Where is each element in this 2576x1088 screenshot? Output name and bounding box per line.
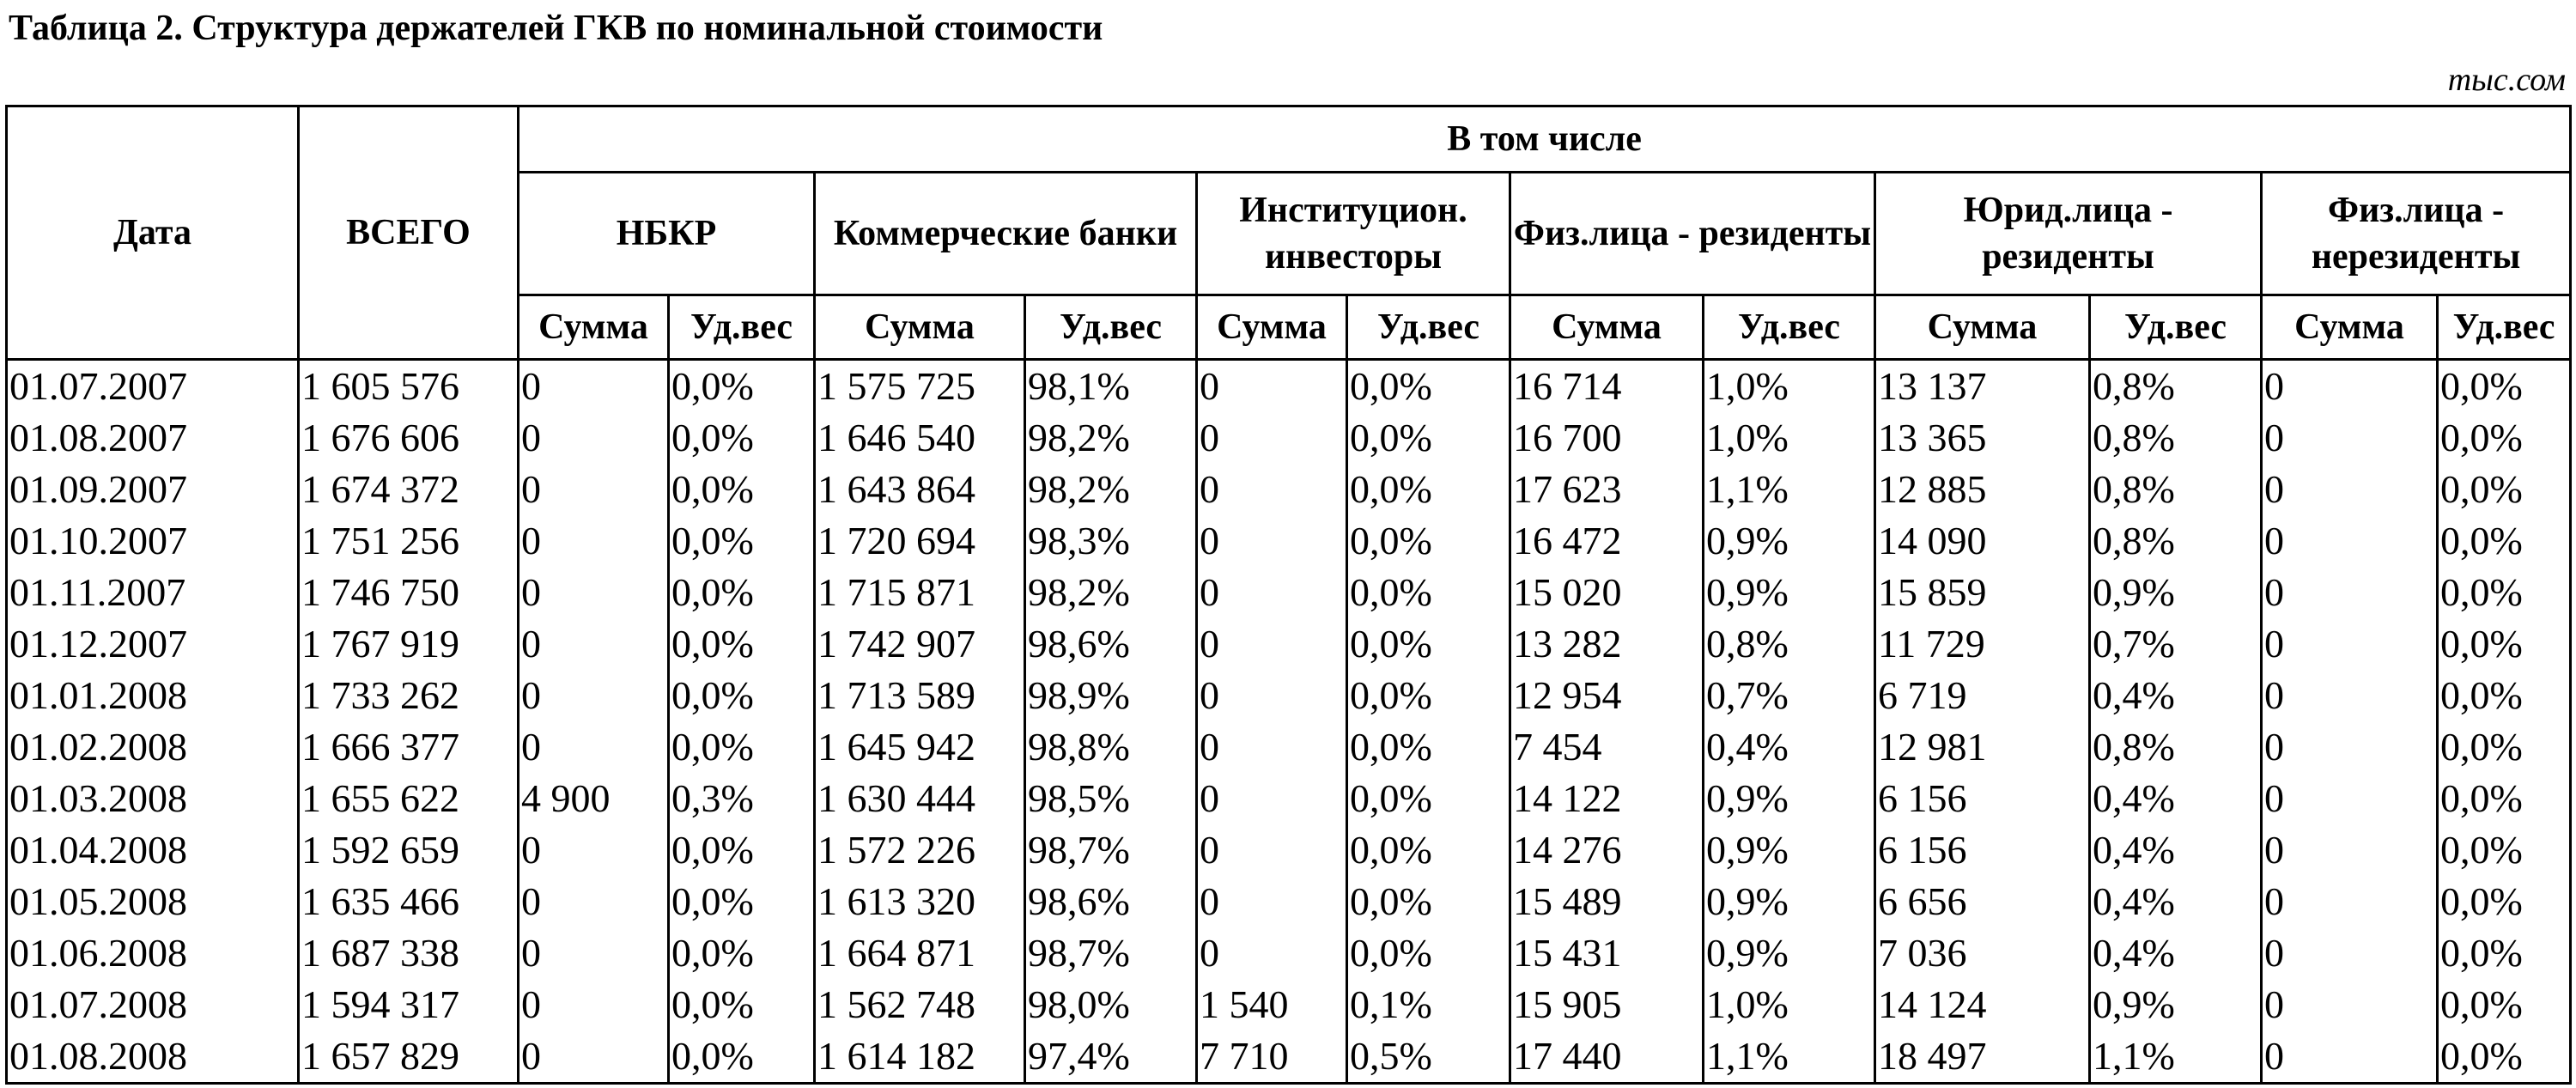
cell-commercial-banks-sum: 1 643 864	[815, 464, 1025, 515]
cell-legal-residents-sum: 6 656	[1875, 876, 2090, 927]
cell-total: 1 751 256	[299, 515, 519, 567]
cell-total: 1 655 622	[299, 773, 519, 824]
cell-individual-residents-sum: 7 454	[1510, 721, 1704, 773]
cell-institutional-investors-sum: 0	[1197, 927, 1347, 979]
header-group-legal-residents: Юрид.лица - резиденты	[1875, 173, 2262, 295]
cell-nbkr-share: 0,0%	[669, 360, 815, 413]
cell-legal-residents-share: 0,8%	[2090, 412, 2262, 464]
cell-individual-nonresidents-share: 0,0%	[2438, 360, 2571, 413]
cell-nbkr-share: 0,0%	[669, 876, 815, 927]
cell-nbkr-sum: 0	[519, 670, 669, 721]
cell-individual-nonresidents-share: 0,0%	[2438, 773, 2571, 824]
cell-individual-nonresidents-sum: 0	[2262, 567, 2438, 618]
cell-institutional-investors-share: 0,0%	[1347, 567, 1510, 618]
units-label: тыс.сом	[2447, 62, 2566, 98]
cell-institutional-investors-sum: 1 540	[1197, 979, 1347, 1030]
cell-commercial-banks-share: 98,2%	[1025, 567, 1197, 618]
cell-commercial-banks-share: 98,1%	[1025, 360, 1197, 413]
cell-individual-nonresidents-share: 0,0%	[2438, 979, 2571, 1030]
table-row	[7, 515, 2571, 567]
cell-institutional-investors-share: 0,0%	[1347, 670, 1510, 721]
cell-individual-residents-sum: 12 954	[1510, 670, 1704, 721]
cell-individual-residents-sum: 17 440	[1510, 1030, 1704, 1084]
table-title: Таблица 2. Структура держателей ГКВ по номинальной стоимости	[9, 9, 1103, 48]
cell-legal-residents-sum: 11 729	[1875, 618, 2090, 670]
cell-institutional-investors-share: 0,0%	[1347, 824, 1510, 876]
cell-total: 1 733 262	[299, 670, 519, 721]
cell-nbkr-share: 0,0%	[669, 412, 815, 464]
cell-nbkr-share: 0,0%	[669, 824, 815, 876]
table-row	[7, 567, 2571, 618]
cell-institutional-investors-share: 0,1%	[1347, 979, 1510, 1030]
cell-nbkr-share: 0,0%	[669, 515, 815, 567]
cell-commercial-banks-share: 98,0%	[1025, 979, 1197, 1030]
table-body	[7, 360, 2571, 1084]
cell-commercial-banks-sum: 1 613 320	[815, 876, 1025, 927]
cell-individual-residents-sum: 15 489	[1510, 876, 1704, 927]
cell-individual-residents-share: 0,4%	[1704, 721, 1875, 773]
cell-commercial-banks-sum: 1 646 540	[815, 412, 1025, 464]
cell-commercial-banks-share: 98,2%	[1025, 412, 1197, 464]
cell-legal-residents-share: 0,4%	[2090, 670, 2262, 721]
cell-individual-nonresidents-sum: 0	[2262, 515, 2438, 567]
table-row	[7, 360, 2571, 413]
cell-individual-residents-share: 0,9%	[1704, 515, 1875, 567]
cell-individual-nonresidents-share: 0,0%	[2438, 567, 2571, 618]
table-row	[7, 824, 2571, 876]
cell-individual-nonresidents-sum: 0	[2262, 412, 2438, 464]
cell-commercial-banks-share: 98,7%	[1025, 824, 1197, 876]
cell-total: 1 687 338	[299, 927, 519, 979]
cell-commercial-banks-share: 98,6%	[1025, 618, 1197, 670]
cell-nbkr-sum: 0	[519, 618, 669, 670]
cell-date: 01.10.2007	[7, 515, 299, 567]
cell-nbkr-sum: 0	[519, 927, 669, 979]
cell-individual-nonresidents-sum: 0	[2262, 773, 2438, 824]
cell-total: 1 666 377	[299, 721, 519, 773]
cell-total: 1 635 466	[299, 876, 519, 927]
cell-institutional-investors-sum: 0	[1197, 412, 1347, 464]
cell-individual-residents-share: 0,9%	[1704, 927, 1875, 979]
cell-legal-residents-sum: 12 981	[1875, 721, 2090, 773]
cell-legal-residents-share: 0,4%	[2090, 773, 2262, 824]
cell-institutional-investors-sum: 0	[1197, 618, 1347, 670]
header-share: Уд.вес	[2090, 295, 2262, 360]
cell-commercial-banks-sum: 1 562 748	[815, 979, 1025, 1030]
cell-legal-residents-sum: 6 156	[1875, 773, 2090, 824]
header-share: Уд.вес	[669, 295, 815, 360]
cell-individual-nonresidents-sum: 0	[2262, 1030, 2438, 1084]
header-total: ВСЕГО	[299, 106, 519, 360]
cell-individual-residents-share: 1,1%	[1704, 464, 1875, 515]
cell-date: 01.08.2008	[7, 1030, 299, 1084]
header-group-institutional-investors: Институцион. инвесторы	[1197, 173, 1510, 295]
cell-legal-residents-share: 0,9%	[2090, 567, 2262, 618]
cell-nbkr-sum: 4 900	[519, 773, 669, 824]
cell-institutional-investors-share: 0,0%	[1347, 927, 1510, 979]
cell-nbkr-share: 0,0%	[669, 979, 815, 1030]
cell-individual-residents-share: 1,0%	[1704, 412, 1875, 464]
cell-nbkr-share: 0,0%	[669, 464, 815, 515]
cell-date: 01.07.2007	[7, 360, 299, 413]
cell-date: 01.04.2008	[7, 824, 299, 876]
cell-total: 1 592 659	[299, 824, 519, 876]
cell-legal-residents-share: 0,4%	[2090, 824, 2262, 876]
cell-individual-nonresidents-sum: 0	[2262, 618, 2438, 670]
cell-commercial-banks-sum: 1 614 182	[815, 1030, 1025, 1084]
cell-individual-residents-share: 1,1%	[1704, 1030, 1875, 1084]
cell-institutional-investors-share: 0,0%	[1347, 360, 1510, 413]
header-group-commercial-banks: Коммерческие банки	[815, 173, 1197, 295]
cell-total: 1 657 829	[299, 1030, 519, 1084]
cell-individual-residents-share: 0,9%	[1704, 773, 1875, 824]
cell-legal-residents-share: 0,4%	[2090, 876, 2262, 927]
table-row	[7, 876, 2571, 927]
cell-individual-residents-share: 0,7%	[1704, 670, 1875, 721]
cell-commercial-banks-share: 98,8%	[1025, 721, 1197, 773]
cell-commercial-banks-share: 98,6%	[1025, 876, 1197, 927]
cell-date: 01.11.2007	[7, 567, 299, 618]
cell-individual-residents-sum: 14 122	[1510, 773, 1704, 824]
cell-date: 01.02.2008	[7, 721, 299, 773]
cell-individual-residents-share: 0,9%	[1704, 876, 1875, 927]
cell-nbkr-sum: 0	[519, 876, 669, 927]
cell-legal-residents-share: 0,8%	[2090, 515, 2262, 567]
cell-legal-residents-share: 0,8%	[2090, 464, 2262, 515]
cell-individual-residents-sum: 17 623	[1510, 464, 1704, 515]
cell-total: 1 746 750	[299, 567, 519, 618]
cell-nbkr-sum: 0	[519, 567, 669, 618]
cell-date: 01.05.2008	[7, 876, 299, 927]
holders-table	[5, 105, 2572, 1085]
cell-nbkr-share: 0,0%	[669, 1030, 815, 1084]
cell-individual-residents-share: 0,9%	[1704, 567, 1875, 618]
cell-institutional-investors-share: 0,0%	[1347, 876, 1510, 927]
cell-individual-residents-sum: 15 020	[1510, 567, 1704, 618]
header-sum: Сумма	[1510, 295, 1704, 360]
cell-individual-nonresidents-sum: 0	[2262, 979, 2438, 1030]
cell-individual-residents-share: 1,0%	[1704, 979, 1875, 1030]
cell-nbkr-share: 0,0%	[669, 721, 815, 773]
cell-date: 01.01.2008	[7, 670, 299, 721]
cell-individual-nonresidents-share: 0,0%	[2438, 618, 2571, 670]
cell-legal-residents-sum: 14 124	[1875, 979, 2090, 1030]
cell-institutional-investors-sum: 0	[1197, 824, 1347, 876]
cell-institutional-investors-sum: 0	[1197, 721, 1347, 773]
cell-nbkr-sum: 0	[519, 464, 669, 515]
cell-date: 01.12.2007	[7, 618, 299, 670]
cell-date: 01.08.2007	[7, 412, 299, 464]
cell-individual-residents-share: 1,0%	[1704, 360, 1875, 413]
table-row	[7, 979, 2571, 1030]
table-row	[7, 773, 2571, 824]
header-date: Дата	[7, 106, 299, 360]
cell-individual-nonresidents-share: 0,0%	[2438, 670, 2571, 721]
header-group-nbkr: НБКР	[519, 173, 815, 295]
cell-nbkr-sum: 0	[519, 824, 669, 876]
cell-individual-nonresidents-sum: 0	[2262, 721, 2438, 773]
cell-individual-residents-sum: 16 472	[1510, 515, 1704, 567]
cell-legal-residents-share: 1,1%	[2090, 1030, 2262, 1084]
cell-nbkr-share: 0,0%	[669, 670, 815, 721]
cell-institutional-investors-share: 0,0%	[1347, 618, 1510, 670]
cell-commercial-banks-sum: 1 720 694	[815, 515, 1025, 567]
cell-date: 01.09.2007	[7, 464, 299, 515]
header-sum: Сумма	[519, 295, 669, 360]
cell-commercial-banks-sum: 1 572 226	[815, 824, 1025, 876]
header-including: В том числе	[519, 106, 2571, 173]
header-sum: Сумма	[815, 295, 1025, 360]
cell-commercial-banks-share: 98,2%	[1025, 464, 1197, 515]
cell-legal-residents-sum: 12 885	[1875, 464, 2090, 515]
cell-individual-nonresidents-share: 0,0%	[2438, 515, 2571, 567]
cell-commercial-banks-sum: 1 575 725	[815, 360, 1025, 413]
cell-institutional-investors-share: 0,0%	[1347, 721, 1510, 773]
header-share: Уд.вес	[2438, 295, 2571, 360]
cell-commercial-banks-share: 98,9%	[1025, 670, 1197, 721]
cell-nbkr-sum: 0	[519, 412, 669, 464]
table-row	[7, 927, 2571, 979]
cell-date: 01.06.2008	[7, 927, 299, 979]
cell-legal-residents-share: 0,7%	[2090, 618, 2262, 670]
cell-nbkr-sum: 0	[519, 721, 669, 773]
cell-institutional-investors-share: 0,0%	[1347, 412, 1510, 464]
cell-commercial-banks-sum: 1 664 871	[815, 927, 1025, 979]
cell-institutional-investors-sum: 0	[1197, 773, 1347, 824]
cell-individual-residents-sum: 15 905	[1510, 979, 1704, 1030]
cell-nbkr-sum: 0	[519, 1030, 669, 1084]
header-group-individual-nonresidents: Физ.лица - нерезиденты	[2262, 173, 2571, 295]
cell-legal-residents-sum: 13 365	[1875, 412, 2090, 464]
table-row	[7, 412, 2571, 464]
cell-individual-nonresidents-share: 0,0%	[2438, 876, 2571, 927]
cell-nbkr-share: 0,0%	[669, 618, 815, 670]
header-sum: Сумма	[1875, 295, 2090, 360]
table-row	[7, 1030, 2571, 1084]
cell-legal-residents-sum: 13 137	[1875, 360, 2090, 413]
cell-date: 01.07.2008	[7, 979, 299, 1030]
cell-individual-nonresidents-share: 0,0%	[2438, 412, 2571, 464]
cell-individual-nonresidents-share: 0,0%	[2438, 1030, 2571, 1084]
cell-institutional-investors-share: 0,0%	[1347, 464, 1510, 515]
cell-individual-nonresidents-share: 0,0%	[2438, 464, 2571, 515]
cell-nbkr-sum: 0	[519, 360, 669, 413]
cell-commercial-banks-sum: 1 742 907	[815, 618, 1025, 670]
cell-individual-residents-sum: 16 714	[1510, 360, 1704, 413]
cell-individual-residents-sum: 16 700	[1510, 412, 1704, 464]
cell-total: 1 767 919	[299, 618, 519, 670]
cell-institutional-investors-sum: 0	[1197, 464, 1347, 515]
cell-individual-nonresidents-sum: 0	[2262, 670, 2438, 721]
cell-date: 01.03.2008	[7, 773, 299, 824]
cell-institutional-investors-share: 0,0%	[1347, 773, 1510, 824]
cell-legal-residents-share: 0,4%	[2090, 927, 2262, 979]
cell-individual-nonresidents-sum: 0	[2262, 824, 2438, 876]
header-sum: Сумма	[1197, 295, 1347, 360]
cell-institutional-investors-share: 0,0%	[1347, 515, 1510, 567]
cell-commercial-banks-share: 98,3%	[1025, 515, 1197, 567]
cell-nbkr-sum: 0	[519, 515, 669, 567]
cell-nbkr-share: 0,0%	[669, 927, 815, 979]
cell-individual-nonresidents-sum: 0	[2262, 360, 2438, 413]
cell-total: 1 674 372	[299, 464, 519, 515]
cell-commercial-banks-sum: 1 645 942	[815, 721, 1025, 773]
cell-total: 1 676 606	[299, 412, 519, 464]
cell-individual-nonresidents-sum: 0	[2262, 876, 2438, 927]
cell-commercial-banks-sum: 1 715 871	[815, 567, 1025, 618]
cell-total: 1 605 576	[299, 360, 519, 413]
cell-legal-residents-sum: 14 090	[1875, 515, 2090, 567]
table-row	[7, 464, 2571, 515]
cell-legal-residents-share: 0,8%	[2090, 360, 2262, 413]
cell-commercial-banks-share: 98,5%	[1025, 773, 1197, 824]
cell-individual-nonresidents-share: 0,0%	[2438, 824, 2571, 876]
cell-individual-residents-share: 0,9%	[1704, 824, 1875, 876]
cell-institutional-investors-sum: 7 710	[1197, 1030, 1347, 1084]
cell-individual-residents-sum: 15 431	[1510, 927, 1704, 979]
cell-legal-residents-sum: 6 156	[1875, 824, 2090, 876]
cell-institutional-investors-sum: 0	[1197, 876, 1347, 927]
cell-institutional-investors-sum: 0	[1197, 515, 1347, 567]
cell-institutional-investors-share: 0,5%	[1347, 1030, 1510, 1084]
table-row	[7, 618, 2571, 670]
cell-commercial-banks-share: 97,4%	[1025, 1030, 1197, 1084]
header-sum: Сумма	[2262, 295, 2438, 360]
cell-individual-nonresidents-sum: 0	[2262, 927, 2438, 979]
cell-commercial-banks-sum: 1 713 589	[815, 670, 1025, 721]
cell-individual-residents-sum: 14 276	[1510, 824, 1704, 876]
cell-legal-residents-sum: 18 497	[1875, 1030, 2090, 1084]
cell-individual-residents-sum: 13 282	[1510, 618, 1704, 670]
cell-nbkr-share: 0,0%	[669, 567, 815, 618]
header-share: Уд.вес	[1704, 295, 1875, 360]
cell-legal-residents-share: 0,8%	[2090, 721, 2262, 773]
cell-individual-nonresidents-sum: 0	[2262, 464, 2438, 515]
header-share: Уд.вес	[1347, 295, 1510, 360]
cell-institutional-investors-sum: 0	[1197, 670, 1347, 721]
cell-institutional-investors-sum: 0	[1197, 360, 1347, 413]
table-row	[7, 721, 2571, 773]
cell-legal-residents-sum: 7 036	[1875, 927, 2090, 979]
cell-legal-residents-sum: 6 719	[1875, 670, 2090, 721]
cell-commercial-banks-share: 98,7%	[1025, 927, 1197, 979]
cell-individual-nonresidents-share: 0,0%	[2438, 927, 2571, 979]
cell-legal-residents-share: 0,9%	[2090, 979, 2262, 1030]
header-share: Уд.вес	[1025, 295, 1197, 360]
cell-nbkr-share: 0,3%	[669, 773, 815, 824]
cell-institutional-investors-sum: 0	[1197, 567, 1347, 618]
cell-individual-nonresidents-share: 0,0%	[2438, 721, 2571, 773]
cell-commercial-banks-sum: 1 630 444	[815, 773, 1025, 824]
cell-individual-residents-share: 0,8%	[1704, 618, 1875, 670]
cell-legal-residents-sum: 15 859	[1875, 567, 2090, 618]
header-group-individual-residents: Физ.лица - резиденты	[1510, 173, 1875, 295]
cell-nbkr-sum: 0	[519, 979, 669, 1030]
table-row	[7, 670, 2571, 721]
cell-total: 1 594 317	[299, 979, 519, 1030]
